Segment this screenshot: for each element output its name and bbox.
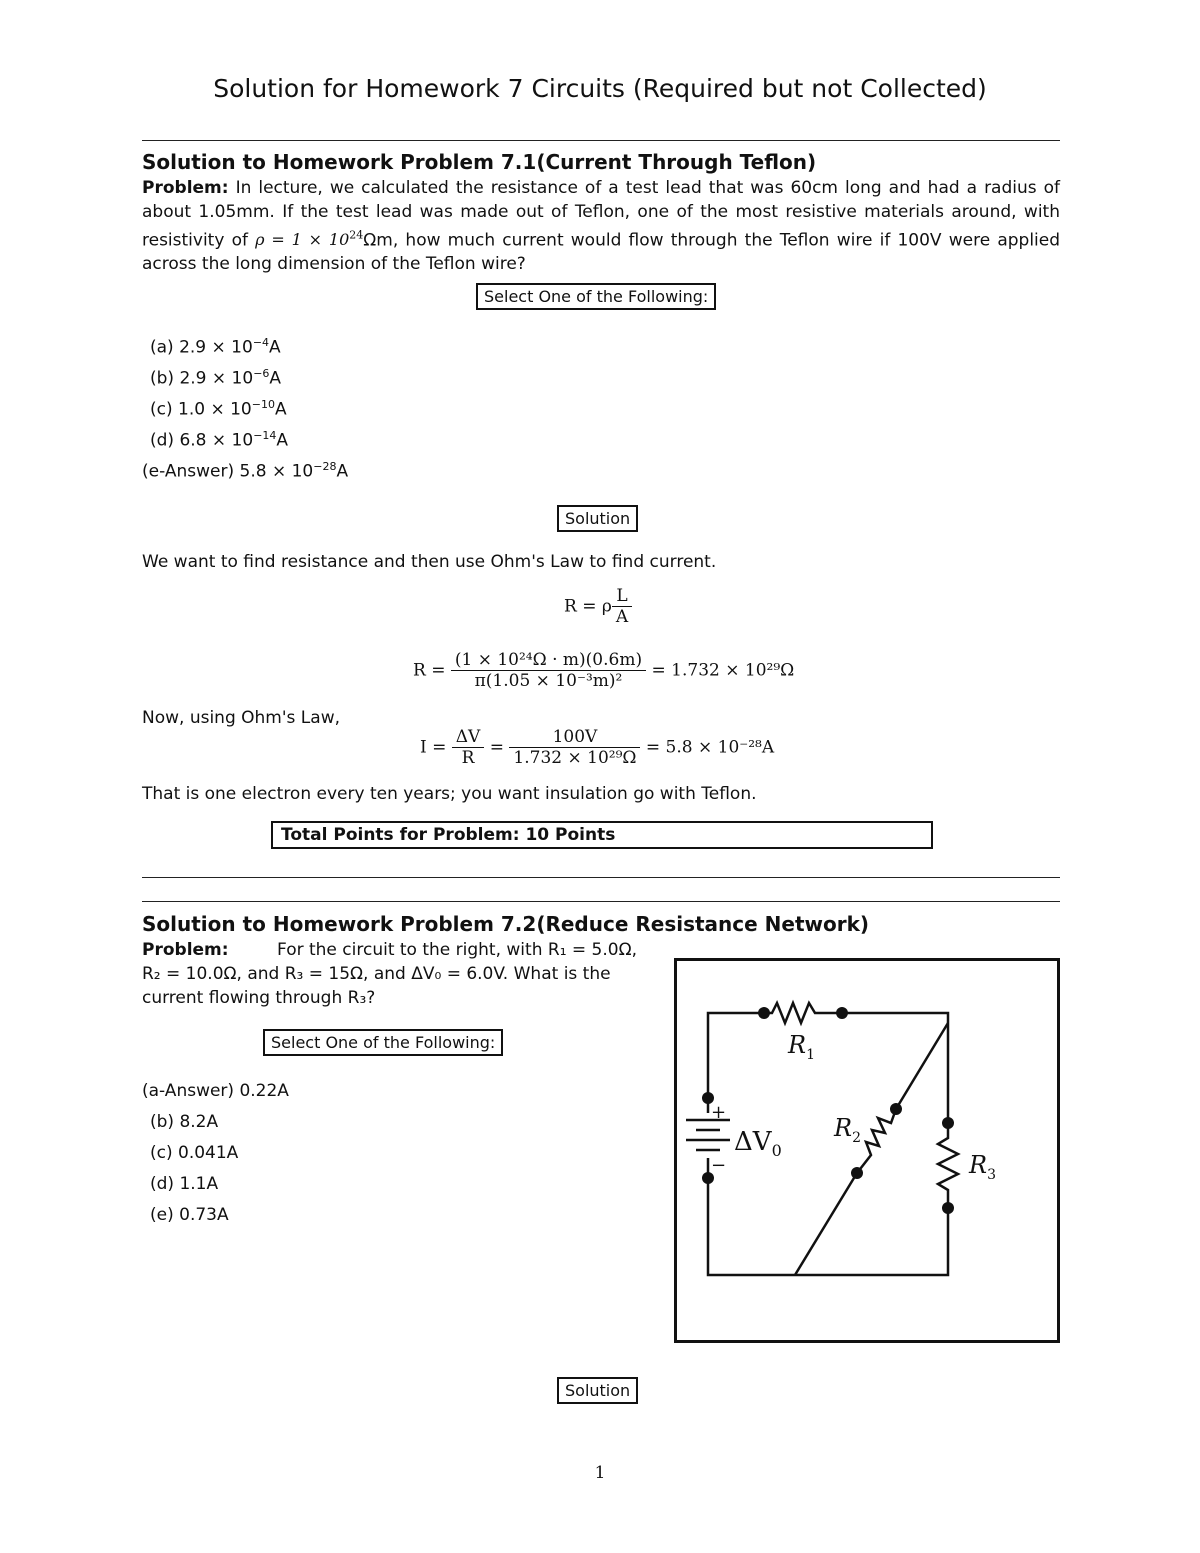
node-dot (890, 1103, 902, 1115)
option-a: (a) $2.9 \times 10^{-4}A$ (150, 336, 281, 358)
problem-2-line-2: R₂ = 10.0Ω, and R₃ = 15Ω, and ΔV₀ = 6.0V. What is the (142, 964, 611, 984)
select-one-label: Select One of the Following: (271, 1033, 496, 1052)
option-a-answer: (a-Answer) 0.22A (142, 1081, 289, 1101)
battery-plus: + (711, 1102, 727, 1123)
option-d: (d) 1.1A (150, 1174, 219, 1194)
select-one-box-1 (476, 283, 716, 310)
label-source: ΔV (734, 1127, 772, 1157)
circuit-diagram (674, 958, 1060, 1343)
option-c: (c) 0.041A (150, 1143, 239, 1163)
select-one-label: Select One of the Following: (484, 287, 709, 306)
option-e-answer: (e-Answer) $5.8 \times 10^{-28}A$ (142, 460, 349, 482)
problem-label: Problem: (142, 940, 229, 960)
now-text: Now, using Ohm's Law, (142, 708, 340, 728)
battery-minus: − (711, 1155, 727, 1176)
solution-label: Solution (565, 509, 631, 528)
select-one-box-2 (263, 1029, 503, 1056)
divider (142, 901, 1060, 902)
equation-resistance: R = ρ $\frac{L}{A}$ (564, 586, 632, 627)
equation-resistance-value: R = $\frac{\text{(1 × 10²⁴Ω · m)(0.6m)}}{\text{π(1.05 × 10⁻³m)²}}$ = 1.732 × 10²⁹Ω (413, 650, 795, 691)
diagram-frame (676, 960, 1059, 1342)
rho-expression: ρ = 1 × 10 (255, 230, 350, 250)
problem-2-statement (142, 938, 637, 1010)
divider (142, 140, 1060, 141)
option-d: (d) $6.8 \times 10^{-14}A$ (150, 429, 289, 451)
label-r1: R (788, 1031, 807, 1059)
label-source-sub: 0 (771, 1141, 782, 1160)
node-dot (942, 1117, 954, 1129)
label-r2: R (834, 1114, 853, 1142)
problem-2-line-1: For the circuit to the right, with R₁ = 5.0Ω, (277, 940, 637, 960)
solution-box-1 (557, 505, 638, 532)
problem-2-heading: Solution to Homework Problem 7.2(Reduce Resistance Network) (142, 912, 870, 936)
node-dot (851, 1167, 863, 1179)
label-r3-sub: 3 (987, 1167, 996, 1183)
option-c: (c) $1.0 \times 10^{-10}A$ (150, 398, 287, 420)
option-b: (b) 8.2A (150, 1112, 219, 1132)
document-title: Solution for Homework 7 Circuits (Required but not Collected) (213, 74, 987, 103)
solution-box-2 (557, 1377, 638, 1404)
rho-exponent: 24 (349, 229, 364, 242)
problem-2-line-3: current flowing through R₃? (142, 988, 376, 1008)
problem-1-text: In lecture, we calculated the resistance of a test lead that was 60cm long and had a radius of about 1.05mm. If the test lead was made out of Teflon, one of the most resistive materials around, with resistivity of (142, 178, 1061, 251)
equation-current: I = $\frac{\Delta V}{R}$ = $\frac{100V}{\text{1.732 × 10²⁹Ω}}$ = 5.8 × 10⁻²⁸A (420, 727, 775, 768)
label-r2-sub: 2 (852, 1130, 861, 1146)
label-r3: R (969, 1151, 988, 1179)
node-dot (836, 1007, 848, 1019)
node-dot (758, 1007, 770, 1019)
total-points-box: Total Points for Problem: 10 Points (271, 821, 933, 849)
solution-intro: We want to find resistance and then use Ohm's Law to find current. (142, 552, 717, 572)
option-b: (b) $2.9 \times 10^{-6}A$ (150, 367, 282, 389)
problem-1-heading: Solution to Homework Problem 7.1(Current Through Teflon) (142, 150, 817, 174)
option-e: (e) 0.73A (150, 1205, 229, 1225)
divider (142, 877, 1060, 878)
page-number: 1 (594, 1463, 606, 1483)
solution-label: Solution (565, 1381, 631, 1400)
label-r1-sub: 1 (806, 1047, 815, 1063)
problem-1-statement (142, 176, 1060, 276)
problem-label: Problem: (142, 178, 229, 198)
conclusion: That is one electron every ten years; you want insulation go with Teflon. (142, 784, 757, 804)
node-dot (942, 1202, 954, 1214)
problem-1-text-2: Ωm, how much current would flow through the Teflon wire if 100V were applied across the long dimension of the Teflon wire? (142, 230, 1061, 275)
